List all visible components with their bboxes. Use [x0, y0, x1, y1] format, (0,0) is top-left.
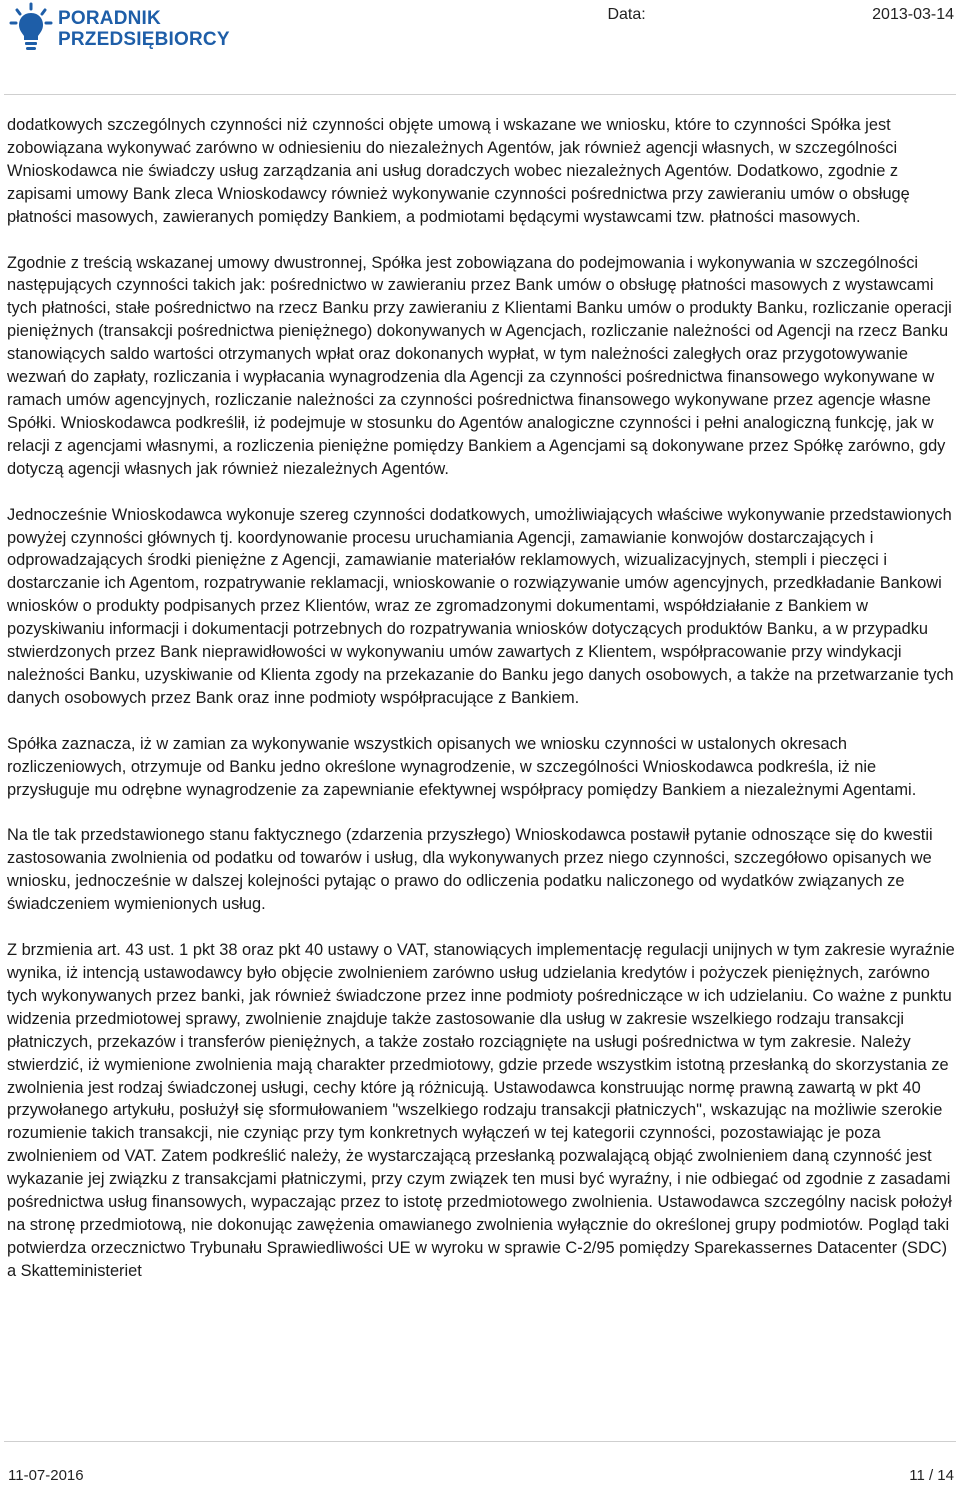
paragraph: Na tle tak przedstawionego stanu faktycznego (zdarzenia przyszłego) Wnioskodawca postawił pytanie odnoszące się do kwestii zastosowania zwolnienia od podatku od towarów i usług, dla wykonywanych przez niego czynności, szczegółowo opisanych we wniosku, jednocześnie w dalszej kolejności pytając o prawo do odliczenia podatku naliczonego od wydatków związanych ze świadczeniem wymienionych usług. [7, 826, 933, 914]
paragraph: Jednocześnie Wnioskodawca wykonuje szereg czynności dodatkowych, umożliwiających właściwe wykonywanie przedstawionych powyżej czynności głównych tj. koordynowanie procesu uruchamiania Agencji, zamawianie konwojów dostarczających i odprowadzających środki pieniężne z Agencji, zamawianie materiałów reklamowych, wizualizacyjnych, stempli i pieczęci i dostarczanie ich Agentom, rozpatrywanie reklamacji, wnioskowanie o rozwiązywanie umów agencyjnych, przedkładanie Bankowi wniosków o produkty podpisanych przez Klientów, wraz ze zgromadzonymi dokumentami, współdziałanie z Bankiem w pozyskiwaniu informacji i dokumentacji potrzebnych do rozpatrywania wniosków dotyczących produktów Banku, a w przypadku stwierdzonych przez Bank nieprawidłowości w wykonywaniu umów zawartych z Klientem, współpracowanie przy windykacji należności Banku, uzyskiwanie od Klienta zgody na przekazanie do Banku jego danych osobowych, a także na przetwarzanie tych danych osobowych przez Bank oraz inne podmioty współpracujące z Bankiem. [7, 505, 954, 707]
header-divider [4, 94, 956, 95]
logo [8, 2, 228, 54]
page-number: 11 / 14 [909, 1467, 954, 1484]
date-value: 2013-03-14 [872, 6, 954, 23]
logo-line-2: PRZEDSIĘBIORCY [58, 29, 230, 50]
page-header [0, 0, 960, 90]
logo-line-1: PORADNIK [58, 8, 161, 29]
document-body [7, 114, 955, 1306]
paragraph: Zgodnie z treścią wskazanej umowy dwustronnej, Spółka jest zobowiązana do podejmowania i wykonywania w szczególności następujących czynności takich jak: pośrednictwo w zawieraniu przez Bank umów o obsługę płatności masowych z wystawcami tych płatności, stałe pośrednictwo na rzecz Banku przy zawieraniu z Klientami Banku umów o produkty Banku, rozliczanie operacji pieniężnych (transakcji pośrednictwa pieniężnego) dokonywanych w Agencjach, rozliczanie należności od Agencji na rzecz Banku stanowiących saldo wartości otrzymanych wpłat oraz dokonanych wypłat, w tym należności zaległych oraz przygotowywanie wezwań do zapłaty, rozliczania i wypłacania wynagrodzenia dla Agencji za czynności pośrednictwa finansowego wykonywane w ramach umów agencyjnych, rozliczanie należności za czynności pośrednictwa finansowego wykonywane przez agencje własne Spółki. Wnioskodawca podkreślił, iż podejmuje w stosunku do Agentów analogiczne czynności i pełni analogiczną funkcję, jak w relacji z agencjami własnymi, a rozliczenia pieniężne pomiędzy Bankiem a Agencjami są dokonywane przez Spółkę zarówno, gdy dotyczą agencji własnych jak również niezależnych Agentów. [7, 253, 952, 478]
date-label: Data: [607, 6, 646, 23]
paragraph: Spółka zaznacza, iż w zamian za wykonywanie wszystkich opisanych we wniosku czynności w ustalonych okresach rozliczeniowych, otrzymuje od Banku jedno określone wynagrodzenie, w szczególności Wnioskodawca podkreśla, iż nie przysługuje mu odrębne wynagrodzenie za zapewnianie efektywnej współpracy pomiędzy Bankiem a niezależnymi Agentami. [7, 734, 917, 799]
footer-date: 11-07-2016 [8, 1467, 84, 1484]
paragraph: dodatkowych szczególnych czynności niż czynności objęte umową i wskazane we wniosku, które to czynności Spółka jest zobowiązana wykonywać zarówno w odniesieniu do niezależnych Agentów, jak również agencji własnych, w szczególności Wnioskodawca nie świadczy usług zarządzania ani usług doradczych wobec niezależnych Agentów. Dodatkowo, zgodnie z zapisami umowy Bank zleca Wnioskodawcy również wykonywanie czynności pośrednictwa przy zawieraniu umów o obsługę płatności masowych, zawieranych pomiędzy Bankiem, a podmiotami będącymi wystawcami tzw. płatności masowych. [7, 116, 910, 226]
paragraph: Z brzmienia art. 43 ust. 1 pkt 38 oraz pkt 40 ustawy o VAT, stanowiących implementację regulacji unijnych w tym zakresie wyraźnie wynika, iż intencją ustawodawcy było objęcie zwolnieniem zarówno usług udzielania kredytów i pożyczek pieniężnych, zarówno tych wykonywanych przez banki, jak również świadczone przez inne podmioty pośredniczące w ich udzielaniu. Co ważne z punktu widzenia przedmiotowej sprawy, zwolnienie znajduje także zastosowanie dla usług w zakresie wszelkiego rodzaju transakcji płatniczych, przekazów i transferów pieniężnych, a także zostało rozciągnięte na usługi pośrednictwa w tym zakresie. Należy stwierdzić, iż wymienione zwolnienia mają charakter przedmiotowy, gdzie przede wszystkim istotną przesłanką do skorzystania ze zwolnienia jest rodzaj świadczonej usługi, cechy które ją różnicują. Ustawodawca konstruując normę prawną zawartą w pkt 40 przywołanego artykułu, posłużył się sformułowaniem "wszelkiego rodzaju transakcji płatniczych", wskazując na możliwie szerokie rozumienie takich transakcji, nie czyniąc przy tym konkretnych wyłączeń w tej kategorii czynności, pozostawiając je poza zwolnieniem od VAT. Zatem podkreślić należy, że wystarczającą przesłanką pozwalającą objąć zwolnieniem daną czynność jest wykazanie jej związku z transakcjami płatniczymi, przy czym związek ten musi być wyraźny, i nie odbiegać od zgodnie z zasadami pośrednictwa usług finansowych, wypaczając przez to istotę przedmiotowego zwolnienia. Ustawodawca szczególny nacisk położył na stronę przedmiotową, nie dokonując zawężenia omawianego zwolnienia wyłącznie do określonej grupy podmiotów. Pogląd taki potwierdza orzecznictwo Trybunału Sprawiedliwości UE w wyroku w sprawie C-2/95 pomiędzy Sparekassernes Datacenter (SDC) a Skatteministeriet [7, 941, 955, 1280]
document-date [607, 6, 954, 24]
lightbulb-icon [8, 2, 54, 54]
footer-divider [4, 1441, 956, 1442]
logo-text [58, 8, 230, 50]
